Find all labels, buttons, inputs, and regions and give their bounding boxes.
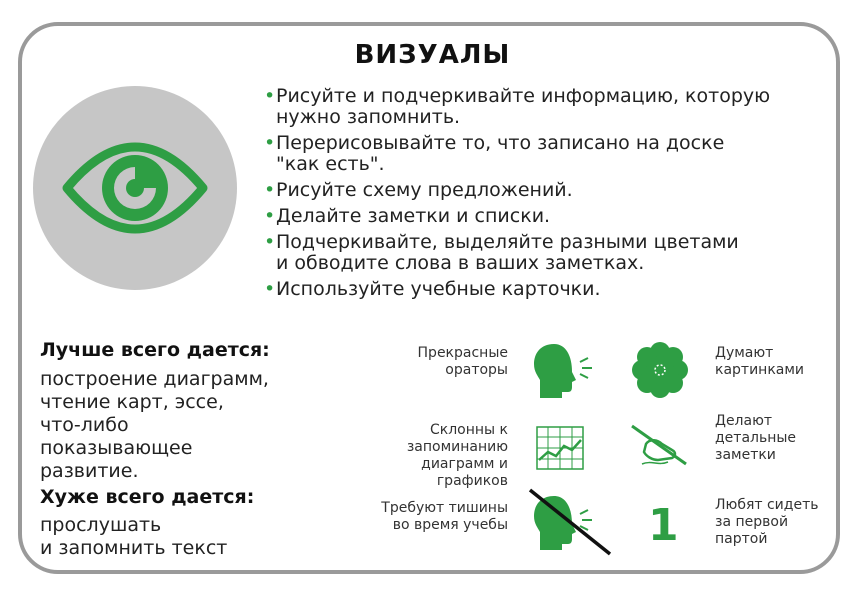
page-title: ВИЗУАЛЫ — [354, 40, 511, 70]
worst-text: прослушать и запомнить текст — [40, 514, 228, 559]
trait-silence: Требуют тишины во время учебы — [381, 500, 508, 533]
line-chart-icon — [536, 426, 584, 470]
trait-pictures: Думают картинками — [715, 345, 805, 378]
tip-item: • Используйте учебные карточки. — [264, 278, 601, 300]
first-desk-number: 1 — [648, 500, 679, 551]
best-heading: Лучше всего дается: — [40, 339, 270, 361]
tip-item: • Подчеркивайте, выделяйте разными цветами и обводите слова в ваших заметках. — [264, 231, 739, 274]
worst-heading: Хуже всего дается: — [40, 486, 255, 508]
tip-item: • Рисуйте схему предложений. — [264, 179, 573, 201]
trait-front: Любят сидеть за первой партой — [715, 497, 819, 547]
trait-notes: Делают детальные заметки — [715, 413, 797, 463]
hand-writing-icon — [628, 422, 692, 470]
best-text: построение диаграмм, чтение карт, эссе, что-либо показывающее развитие. — [40, 368, 269, 482]
trait-speakers: Прекрасные ораторы — [417, 345, 508, 378]
eye-badge — [33, 86, 237, 290]
flower-icon — [632, 342, 688, 398]
tips-list — [264, 86, 834, 305]
tip-item: • Перерисовывайте то, что записано на доске "как есть". — [264, 132, 725, 175]
eye-icon — [33, 86, 237, 290]
tip-item: • Рисуйте и подчеркивайте информацию, которую нужно запомнить. — [264, 85, 771, 128]
trait-diagrams: Склонны к запоминанию диаграмм и графиков — [406, 422, 508, 489]
crossed-speaking-head-icon — [520, 488, 616, 556]
speaking-head-icon — [528, 340, 600, 402]
tip-item: • Делайте заметки и списки. — [264, 205, 551, 227]
